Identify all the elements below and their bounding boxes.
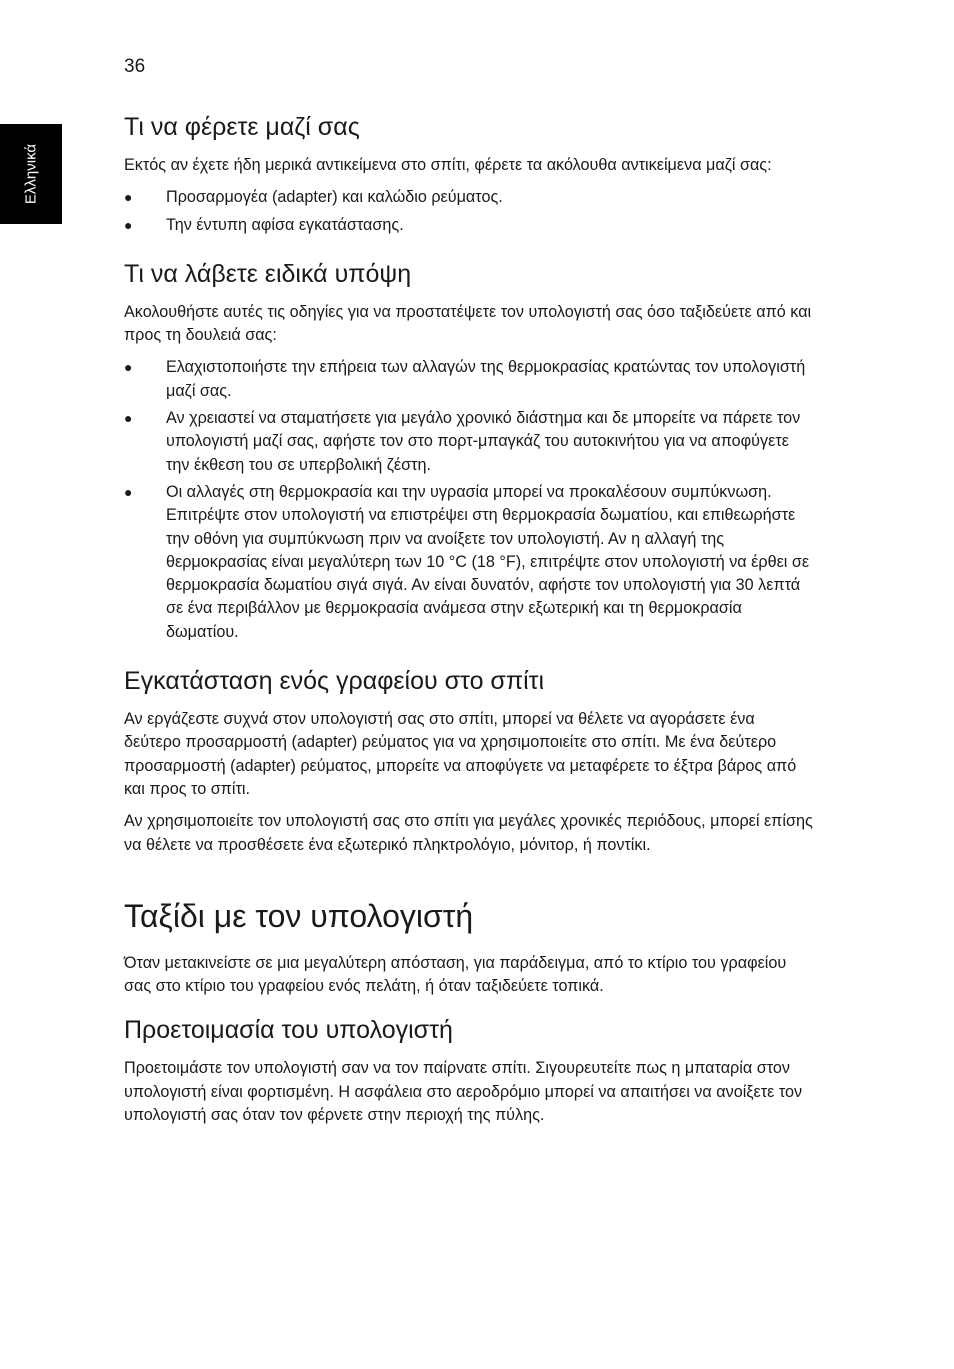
bullet-icon: ● <box>124 189 133 206</box>
chapter-title: Ταξίδι με τον υπολογιστή <box>124 897 474 934</box>
bullet-icon: ● <box>124 483 133 500</box>
list-item: ● Την έντυπη αφίσα εγκατάστασης. <box>124 214 814 237</box>
bullet-icon: ● <box>124 410 133 427</box>
list-item: ● Οι αλλαγές στη θερμοκρασία και την υγρασία μπορεί να προκαλέσουν συμπύκνωση. Επιτρέψτε στον υπολογιστή να επιστρέψει στη θερμοκρασία δωματίου, και επιθεωρήστε την οθόνη για συμπύκνωση πριν να ανοίξετε τον υπολογιστή. Αν η αλλαγή της θερμοκρασίας είναι μεγαλύτερη των 10 °C (18 °F), επιτρέψτε στον υπολογιστή να έρθει σε θερμοκρασία δωματίου σιγά σιγά. Αν είναι δυνατόν, αφήστε τον υπολογιστή για 30 λεπτά σε ένα περιβάλλον με θερμοκρασία ανάμεσα στην εξωτερική και τη θερμοκρασία δωματίου. <box>124 482 810 641</box>
bullet-list <box>124 186 814 237</box>
page-content <box>124 112 814 1136</box>
chapter-intro: Όταν μετακινείστε σε μια μεγαλύτερη απόσταση, για παράδειγμα, από το κτίριο του γραφείου σας στο κτίριο του γραφείου ενός πελάτη, ή όταν ταξιδεύετε τοπικά. <box>124 953 787 996</box>
section-heading: Τι να φέρετε μαζί σας <box>124 113 360 141</box>
list-item: ● Ελαχιστοποιήστε την επήρεια των αλλαγών της θερμοκρασίας κρατώντας τον υπολογιστή μαζί σας. <box>124 358 806 400</box>
list-item: ● Αν χρειαστεί να σταματήσετε για μεγάλο χρονικό διάστημα και δε μπορείτε να πάρετε τον υπολογιστή μαζί σας, αφήστε τον στο πορτ-μπαγκάζ του αυτοκινήτου για να αποφύγετε την έκθεση του σε υπερβολική ζέστη. <box>124 409 801 474</box>
list-item: ● Προσαρμογέα (adapter) και καλώδιο ρεύματος. <box>124 186 814 209</box>
language-tab-label: Ελληνικά <box>22 143 40 205</box>
section-paragraph: Ακολουθήστε αυτές τις οδηγίες για να προστατέψετε τον υπολογιστή σας όσο ταξιδεύετε από και προς τη δουλειά σας: <box>124 302 812 345</box>
section-paragraph: Προετοιμάστε τον υπολογιστή σαν να τον παίρνατε σπίτι. Σιγουρευτείτε πως η μπαταρία στον υπολογιστή είναι φορτισμένη. Η ασφάλεια στο αεροδρόμιο μπορεί να απαιτήσει να ανοίξετε τον υπολογιστή σας όταν τον φέρνετε στην περιοχή της πύλης. <box>124 1059 803 1125</box>
section-heading: Τι να λάβετε ειδικά υπόψη <box>124 259 412 288</box>
bullet-list <box>124 356 814 644</box>
section-paragraph: Εκτός αν έχετε ήδη μερικά αντικείμενα στο σπίτι, φέρετε τα ακόλουθα αντικείμενα μαζί σας: <box>124 156 772 174</box>
section-paragraph: Αν εργάζεστε συχνά στον υπολογιστή σας στο σπίτι, μπορεί να θέλετε να αγοράσετε ένα δεύτερο προσαρμοστή (adapter) ρεύματος για να χρησιμοποιείτε στο σπίτι. Με ένα δεύτερο προσαρμοστή (adapter) ρεύματος, μπορείτε να αποφύγετε να μεταφέρετε το έξτρα βάρος από και προς το σπίτι. <box>124 710 797 798</box>
language-tab <box>0 124 62 224</box>
section-heading: Εγκατάσταση ενός γραφείου στο σπίτι <box>124 667 545 696</box>
section-heading: Προετοιμασία του υπολογιστή <box>124 1016 453 1045</box>
bullet-icon: ● <box>124 216 133 233</box>
bullet-icon: ● <box>124 359 133 376</box>
page-number: 36 <box>124 56 146 77</box>
section-paragraph: Αν χρησιμοποιείτε τον υπολογιστή σας στο σπίτι για μεγάλες χρονικές περιόδους, μπορεί επίσης να θέλετε να προσθέσετε ένα εξωτερικό πληκτρολόγιο, μόνιτορ, ή ποντίκι. <box>124 812 813 854</box>
